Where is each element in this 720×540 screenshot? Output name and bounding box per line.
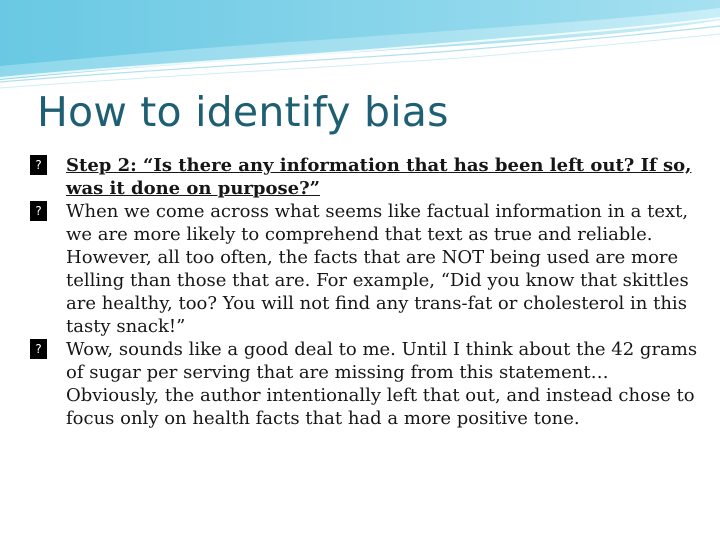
bullet-icon: ? [30, 339, 47, 359]
bullet-icon: ? [30, 155, 47, 175]
bullet-item-step2 [30, 154, 700, 200]
bullet-item-conclusion [30, 338, 700, 430]
bullet-text: When we come across what seems like factual information in a text, we are more likely to comprehend that text as true and reliable. However, all too often, the facts that are NOT being used are more telling than those that are. For example, “Did you know that skittles are healthy, too? You will not find any trans-fat or cholesterol in this tasty snack!” [66, 201, 689, 337]
bullet-text: Step 2: “Is there any information that has been left out? If so, was it done on purpose?” [66, 155, 692, 199]
slide-title: How to identify bias [37, 88, 449, 136]
header-wave-decoration [0, 0, 720, 95]
bullet-list [30, 154, 700, 430]
bullet-text: Wow, sounds like a good deal to me. Until I think about the 42 grams of sugar per serving that are missing from this statement… Obviously, the author intentionally left that out, and instead chose to focus only on health facts that had a more positive tone. [66, 339, 698, 429]
bullet-item-explanation [30, 200, 700, 338]
bullet-icon: ? [30, 201, 47, 221]
